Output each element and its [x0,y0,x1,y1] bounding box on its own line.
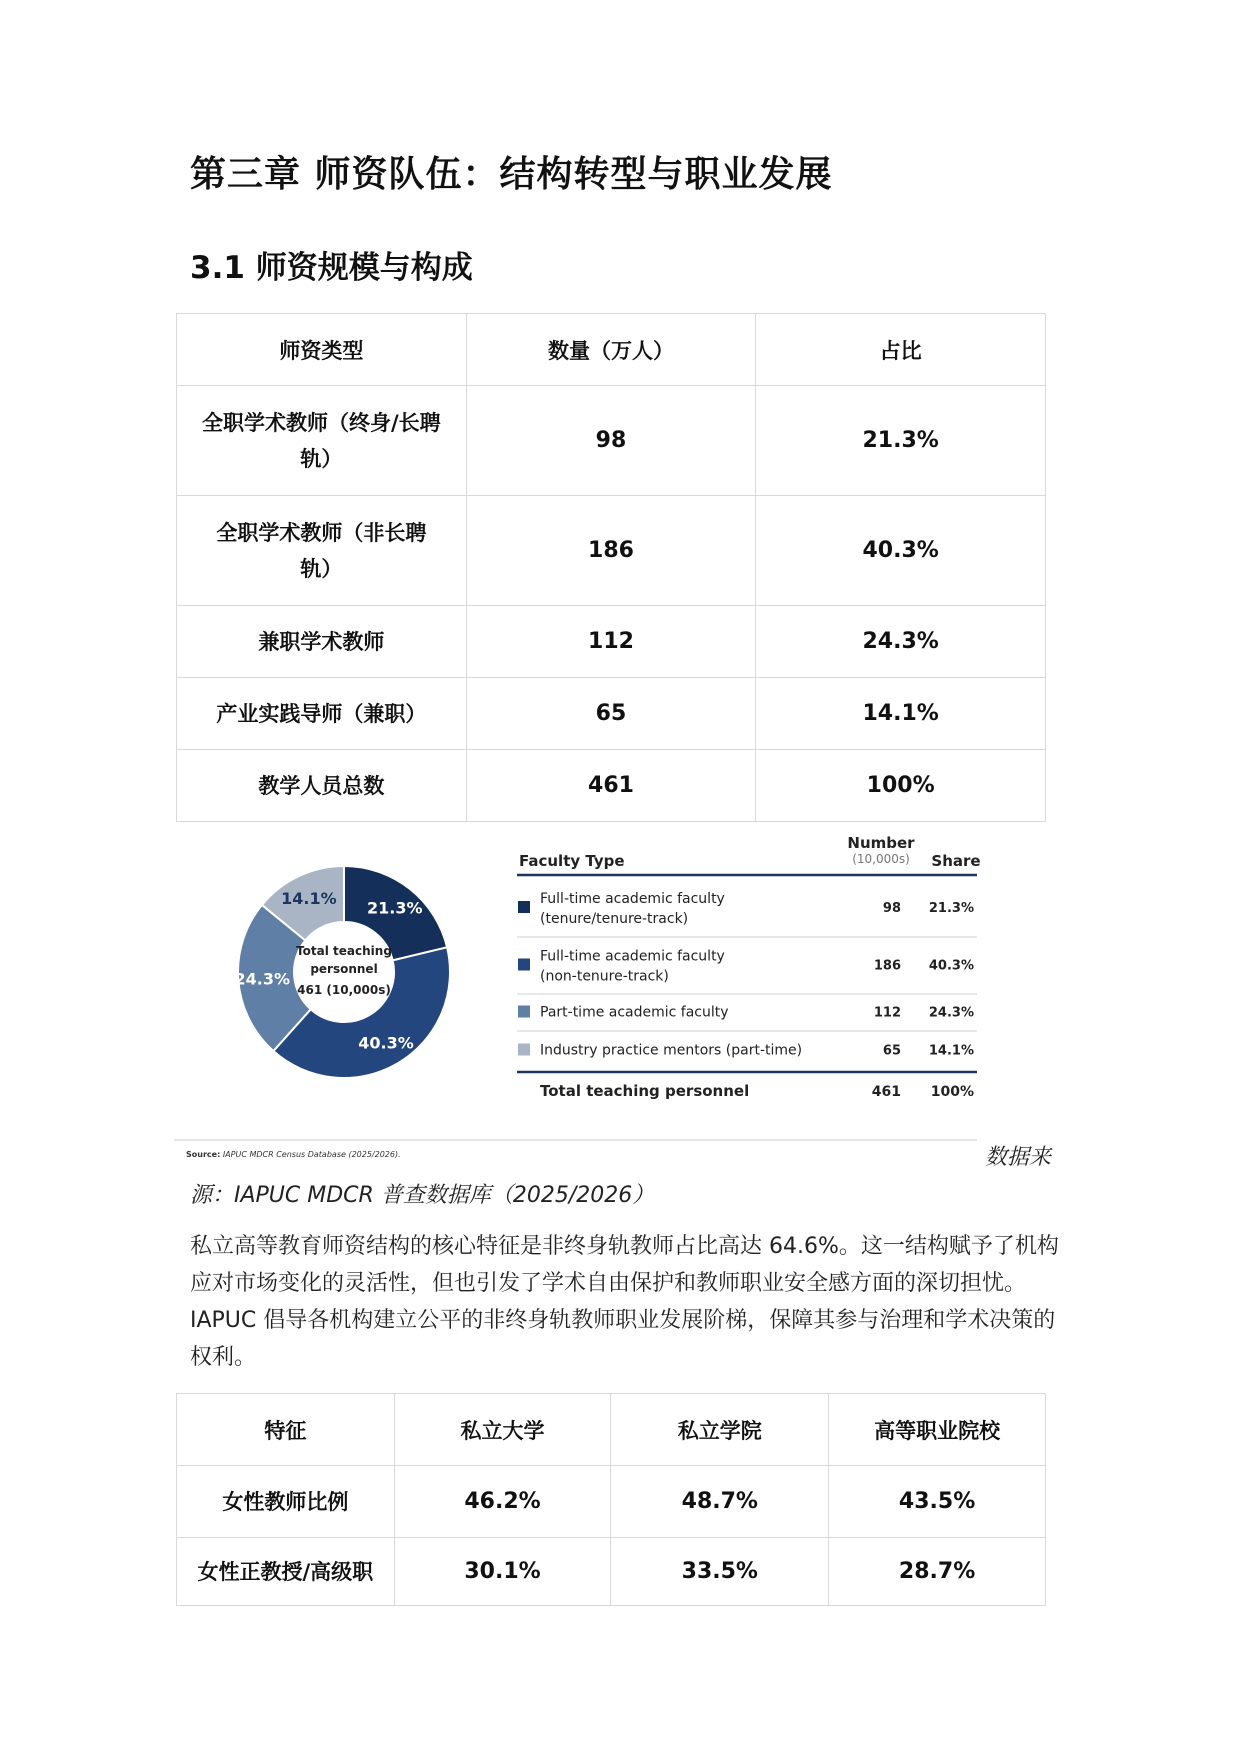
legend-total-label: Total teaching personnel [540,1082,750,1100]
legend-swatch [518,959,530,971]
legend-col-number-unit: (10,000s) [852,852,910,866]
legend-row-label: Full-time academic faculty [540,948,725,965]
share-cell: 24.3% [756,606,1046,678]
table-header-row [177,314,1046,386]
chapter-title: 第三章 师资队伍：结构转型与职业发展 [190,154,833,195]
faculty-type-cell: 产业实践导师（兼职） [177,678,467,750]
figure-caption-part1: 数据来 [985,1145,1052,1170]
legend-row-label: Part-time academic faculty [540,1004,729,1021]
value-cell: 28.7% [829,1538,1046,1606]
center-label-line: Total teaching [296,944,392,958]
legend-row-label: Industry practice mentors (part-time) [540,1042,803,1059]
share-cell: 21.3% [756,386,1046,496]
count-cell: 112 [466,606,756,678]
legend-row-number: 186 [873,958,901,974]
faculty-type-cell: 全职学术教师（终身/长聘轨） [177,386,467,496]
table-row [177,606,1046,678]
share-cell: 14.1% [756,678,1046,750]
donut-center-label [296,944,392,997]
value-cell: 30.1% [394,1538,611,1606]
donut-slice-label: 24.3% [234,969,291,989]
legend-row-number: 98 [882,901,901,916]
chart-source-note [186,1150,401,1159]
donut-slice-label: 14.1% [281,888,337,908]
legend-row-label: (tenure/tenure-track) [540,911,689,927]
table-header-cell: 数量（万人） [466,314,756,386]
legend-row-share: 21.3% [928,901,974,916]
table-header-cell: 高等职业院校 [829,1394,1046,1466]
count-cell: 186 [466,496,756,606]
table-header-cell: 师资类型 [177,314,467,386]
legend-swatch [518,1044,530,1056]
legend-row-label: (non-tenure-track) [540,968,669,985]
share-cell: 100% [756,750,1046,822]
legend-total-share: 100% [930,1084,974,1100]
faculty-type-cell: 兼职学术教师 [177,606,467,678]
feature-cell: 女性教师比例 [177,1466,395,1538]
figure-caption-part2: 源：IAPUC MDCR 普查数据库（2025/2026） [190,1183,655,1208]
legend-row-number: 65 [882,1043,901,1059]
count-cell: 65 [466,678,756,750]
legend-swatch [518,901,530,913]
legend-swatch [518,1006,530,1018]
table-row [177,750,1046,822]
center-label-line: 461 (10,000s) [297,983,391,997]
table-header-row [177,1394,1046,1466]
legend-row-number: 112 [873,1005,901,1021]
value-cell: 43.5% [829,1466,1046,1538]
section-title: 3.1 师资规模与构成 [190,250,473,286]
center-label-line: personnel [310,962,378,976]
value-cell: 33.5% [611,1538,829,1606]
table-header-cell: 私立大学 [394,1394,611,1466]
value-cell: 46.2% [394,1466,611,1538]
legend-rows [517,891,977,1059]
table-row [177,1538,1046,1606]
table-row [177,386,1046,496]
legend-col-share: Share [931,852,981,870]
faculty-type-cell: 教学人员总数 [177,750,467,822]
value-cell: 48.7% [611,1466,829,1538]
table-row [177,1466,1046,1538]
table-row [177,678,1046,750]
legend-col-type: Faculty Type [519,852,625,870]
count-cell: 98 [466,386,756,496]
gender-table [176,1393,1046,1606]
faculty-table [176,313,1046,822]
legend-row-share: 40.3% [928,958,974,974]
source-label: Source: [186,1150,221,1159]
count-cell: 461 [466,750,756,822]
donut-slice-label: 21.3% [367,898,423,918]
feature-cell: 女性正教授/高级职 [177,1538,395,1606]
faculty-type-cell: 全职学术教师（非长聘轨） [177,496,467,606]
legend-row-share: 14.1% [928,1043,974,1059]
donut-slice-label: 40.3% [358,1033,414,1053]
source-text: IAPUC MDCR Census Database (2025/2026). [222,1150,401,1159]
table-row [177,496,1046,606]
share-cell: 40.3% [756,496,1046,606]
legend-total-number: 461 [871,1084,901,1100]
legend-row-share: 24.3% [928,1005,974,1021]
legend-col-number: Number [847,834,915,852]
legend-row-label: Full-time academic faculty [540,891,725,907]
faculty-donut-chart [174,830,1044,1160]
table-header-cell: 占比 [756,314,1046,386]
body-paragraph: 私立高等教育师资结构的核心特征是非终身轨教师占比高达 64.6%。这一结构赋予了机构应对市场变化的灵活性，但也引发了学术自由保护和教师职业安全感方面的深切担忧。IAPUC 倡导各机构建立公平的非终身轨教师职业发展阶梯，保障其参与治理和学术决策的权利。 [190,1234,1059,1370]
table-header-cell: 私立学院 [611,1394,829,1466]
table-header-cell: 特征 [177,1394,395,1466]
